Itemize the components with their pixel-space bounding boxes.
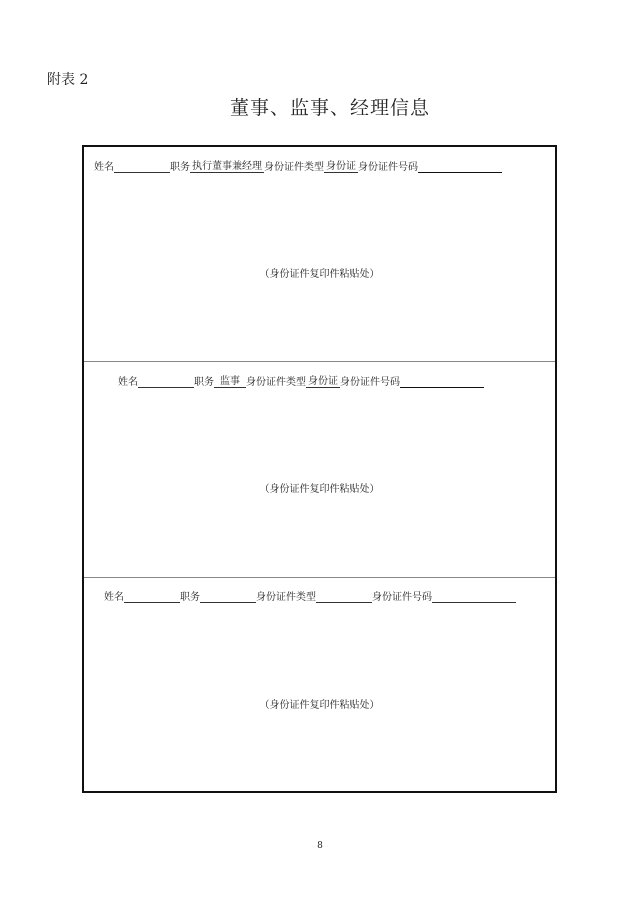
- name-label: 姓名: [104, 592, 124, 603]
- name-field[interactable]: [124, 591, 180, 603]
- info-row: [94, 157, 502, 173]
- id-type-label: 身份证件类型: [256, 592, 316, 603]
- person-section-1: [84, 147, 555, 362]
- id-number-field[interactable]: [400, 376, 484, 388]
- id-type-label: 身份证件类型: [246, 377, 306, 388]
- name-label: 姓名: [118, 377, 138, 388]
- position-label: 职务: [180, 592, 200, 603]
- id-copy-paste-area: （身份证件复印件粘贴处）: [259, 484, 380, 495]
- id-copy-paste-area: （身份证件复印件粘贴处）: [259, 269, 380, 280]
- appendix-label: 附表 2: [47, 72, 89, 88]
- name-field[interactable]: [138, 376, 194, 388]
- info-table: [82, 145, 557, 793]
- person-section-2: [84, 362, 555, 578]
- id-copy-paste-area: （身份证件复印件粘贴处）: [259, 700, 380, 711]
- name-label: 姓名: [94, 162, 114, 173]
- info-row: [104, 588, 516, 603]
- name-field[interactable]: [114, 161, 170, 173]
- info-row: [118, 372, 484, 388]
- id-type-field[interactable]: 身份证: [324, 157, 358, 173]
- id-number-label: 身份证件号码: [358, 162, 418, 173]
- id-type-field[interactable]: 身份证: [306, 372, 340, 388]
- id-type-label: 身份证件类型: [264, 162, 324, 173]
- id-number-field[interactable]: [432, 591, 516, 603]
- id-type-field[interactable]: [316, 591, 372, 603]
- page-number: 8: [317, 841, 323, 851]
- position-field[interactable]: 监事: [214, 372, 246, 388]
- position-field[interactable]: [200, 591, 256, 603]
- id-number-label: 身份证件号码: [340, 377, 400, 388]
- position-label: 职务: [194, 377, 214, 388]
- id-number-field[interactable]: [418, 161, 502, 173]
- person-section-3: [84, 578, 555, 793]
- position-label: 职务: [170, 162, 190, 173]
- page-title: 董事、监事、经理信息: [229, 97, 430, 119]
- position-field[interactable]: 执行董事兼经理: [190, 157, 264, 173]
- id-number-label: 身份证件号码: [372, 592, 432, 603]
